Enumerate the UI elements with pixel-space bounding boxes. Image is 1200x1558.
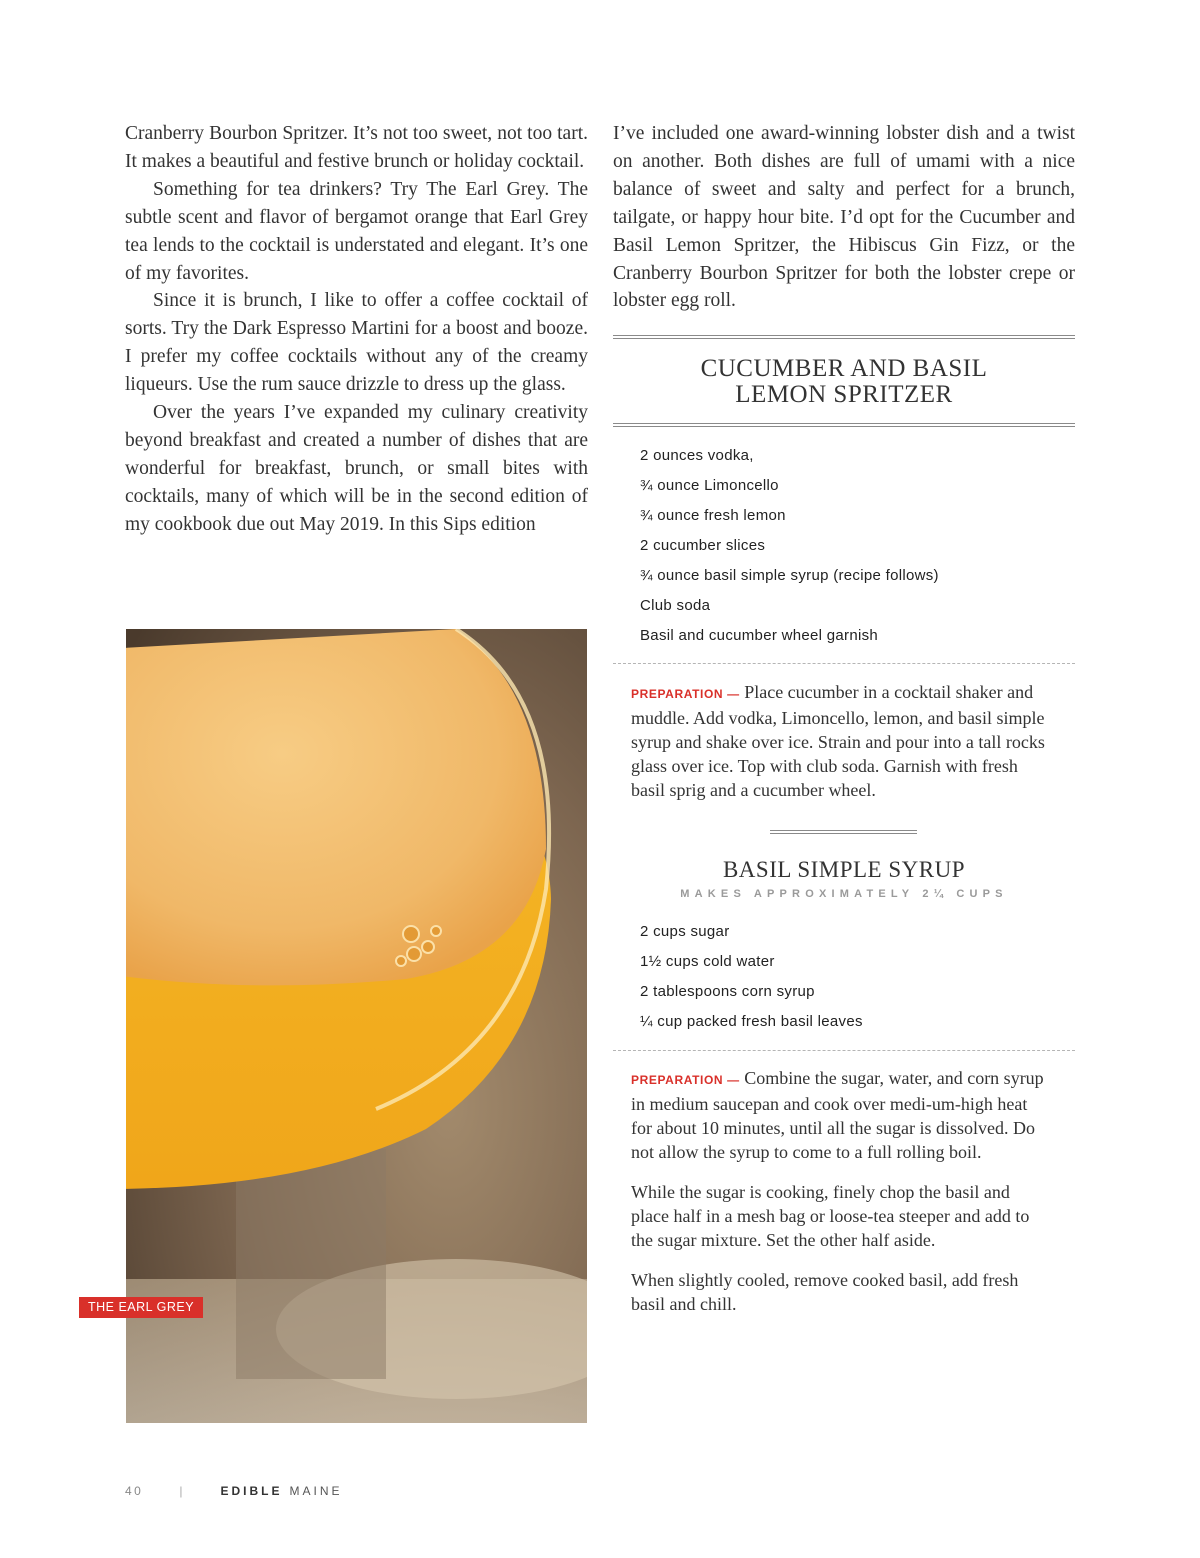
ingredient-list (640, 446, 1070, 656)
ingredient-item: 2 cups sugar (640, 923, 730, 940)
left-column (125, 120, 588, 539)
section-divider (770, 830, 917, 834)
section-divider (613, 335, 1075, 339)
recipe-title: BASIL SIMPLE SYRUP (722, 857, 966, 882)
ingredient-item: ¾ ounce Limoncello (640, 477, 779, 494)
paragraph: Something for tea drinkers? Try The Earl Grey. The subtle scent and flavor of bergamot orange that Earl Grey tea lends to the cocktail is understated and elegant. It’s one of my favorites. (125, 178, 588, 284)
ingredient-item: ¼ cup packed fresh basil leaves (640, 1013, 863, 1030)
paragraph: Cranberry Bourbon Spritzer. It’s not too sweet, not too tart. It makes a beautiful and festive brunch or holiday cocktail. (125, 123, 588, 172)
ingredient-item: 1½ cups cold water (640, 953, 775, 970)
preparation-label: PREPARATION — (631, 1073, 740, 1087)
recipe-title (613, 356, 1075, 408)
section-divider (613, 423, 1075, 427)
ingredient-item: ¾ ounce fresh lemon (640, 507, 786, 524)
photo-caption: THE EARL GREY (79, 1297, 203, 1318)
ingredient-item: 2 tablespoons corn syrup (640, 983, 815, 1000)
preparation-text: Combine the sugar, water, and corn syrup in medium saucepan and cook over medi-um-high heat for about 10 minutes, until all the sugar is dissolved. Do not allow the syrup to come to a full rolling boil. (631, 1068, 1044, 1162)
recipe-title-line: LEMON SPRITZER (735, 381, 953, 408)
paragraph: I’ve included one award-winning lobster dish and a twist on another. Both dishes are full of umami with a nice balance of sweet and salty and perfect for a brunch, tailgate, or happy hour bite. I’d opt for the Cucumber and Basil Lemon Spritzer, the Hibiscus Gin Fizz, or the Cranberry Bourbon Spritzer for both the lobster crepe or lobster egg roll. (613, 123, 1075, 312)
paragraph: Over the years I’ve expanded my culinary creativity beyond breakfast and created a number of dishes that are wonderful for breakfast, brunch, or small bites with cocktails, many of which will be in the second edition of my cookbook due out May 2019. In this Sips edition (125, 402, 588, 535)
publication-region: MAINE (289, 1484, 343, 1498)
dashed-divider (613, 663, 1075, 664)
preparation-paragraph (631, 680, 1046, 802)
ingredient-item: 2 ounces vodka, (640, 447, 754, 464)
dashed-divider (613, 1050, 1075, 1051)
page-number: 40 (125, 1484, 144, 1498)
recipe-yield: MAKES APPROXIMATELY 2¼ CUPS (680, 888, 1008, 900)
preparation-paragraph (631, 1066, 1046, 1164)
preparation-text: Place cucumber in a cocktail shaker and muddle. Add vodka, Limoncello, lemon, and basil simple syrup and shake over ice. Strain and pour into a tall rocks glass over ice. Top with club soda. Garnish with fresh basil sprig and a cucumber wheel. (631, 682, 1045, 800)
ingredient-item: 2 cucumber slices (640, 537, 766, 554)
ingredient-item: ¾ ounce basil simple syrup (recipe follows) (640, 567, 939, 584)
publication-name: EDIBLE (220, 1484, 283, 1498)
preparation-label: PREPARATION — (631, 687, 740, 701)
page-footer (125, 1484, 343, 1498)
recipe-title-line: CUCUMBER AND BASIL (700, 355, 988, 382)
preparation (631, 680, 1046, 818)
preparation-paragraph: While the sugar is cooking, finely chop the basil and place half in a mesh bag or loose-tea steeper and add to the sugar mixture. Set the other half aside. (631, 1182, 1030, 1250)
ingredient-list (640, 922, 1070, 1042)
preparation (631, 1066, 1046, 1332)
ingredient-item: Basil and cucumber wheel garnish (640, 627, 879, 644)
right-column-intro (613, 120, 1075, 315)
footer-separator: | (179, 1484, 183, 1498)
ingredient-item: Club soda (640, 597, 711, 614)
paragraph: Since it is brunch, I like to offer a coffee cocktail of sorts. Try the Dark Espresso Martini for a boost and booze. I prefer my coffee cocktails without any of the creamy liqueurs. Use the rum sauce drizzle to dress up the glass. (125, 290, 588, 396)
preparation-paragraph: When slightly cooled, remove cooked basil, add fresh basil and chill. (631, 1270, 1019, 1314)
